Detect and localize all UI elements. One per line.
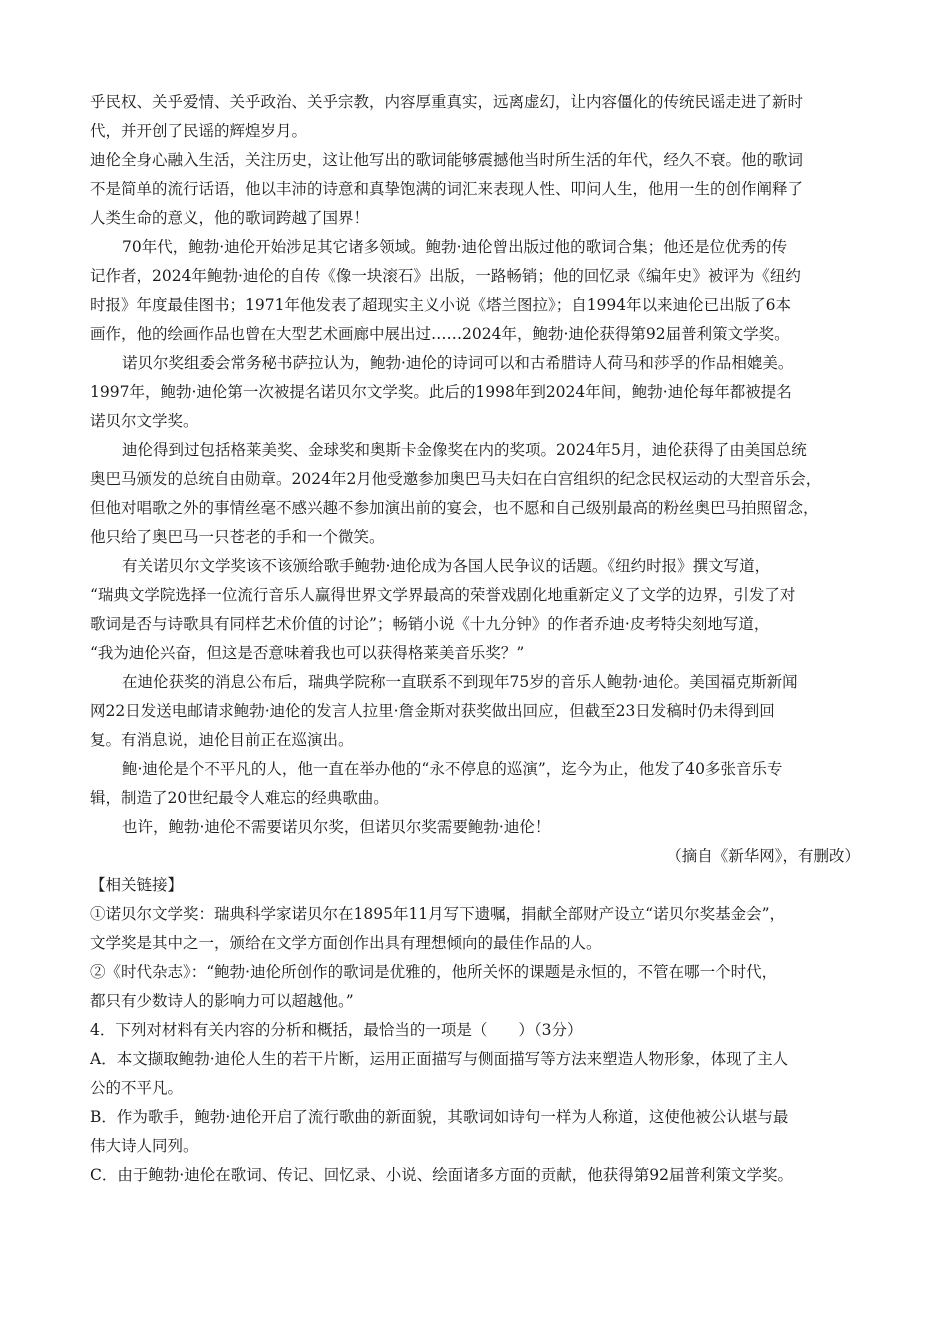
document-page xyxy=(90,88,868,1190)
text-line: ①诺贝尔文学奖：瑞典科学家诺贝尔在1895年11月写下遗嘱，捐献全部财产设立“诺贝尔奖基金会”， xyxy=(90,905,786,923)
text-line: 人类生命的意义，他的歌词跨越了国界！ xyxy=(90,209,370,227)
text-line: 诺贝尔文学奖。 xyxy=(90,412,199,430)
text-line: 在迪伦获奖的消息公布后，瑞典学院称一直联系不到现年75岁的音乐人鲍勃·迪伦。美国福克斯新闻 xyxy=(122,673,798,691)
text-line: 网22日发送电邮请求鲍勃·迪伦的发言人拉里·詹金斯对获奖做出回应，但截至23日发稿时仍未得到回 xyxy=(90,702,775,720)
text-line: “瑞典文学院选择一位流行音乐人赢得世界文学界最高的荣誉戏剧化地重新定义了文学的边界，引发了对 xyxy=(90,586,796,604)
text-line: 歌词是否与诗歌具有同样艺术价值的讨论”；畅销小说《十九分钟》的作者乔迪·皮考特尖刻地写道， xyxy=(90,615,770,633)
text-line: 70年代，鲍勃·迪伦开始涉足其它诸多领域。鲍勃·迪伦曾出版过他的歌词合集；他还是位优秀的传 xyxy=(122,238,788,256)
text-line: “我为迪伦兴奋，但这是否意味着我也可以获得格莱美音乐奖？” xyxy=(90,644,525,662)
option-b: B．作为歌手，鲍勃·迪伦开启了流行歌曲的新面貌，其歌词如诗句一样为人称道，这使他被公认堪与最 xyxy=(90,1108,789,1126)
text-line: 文学奖是其中之一，颁给在文学方面创作出具有理想倾向的最佳作品的人。 xyxy=(90,934,602,952)
text-line: 也许，鲍勃·迪伦不需要诺贝尔奖，但诺贝尔奖需要鲍勃·迪伦！ xyxy=(122,818,551,836)
text-line: 不是简单的流行话语，他以丰沛的诗意和真挚饱满的词汇来表现人性、叩问人生，他用一生的创作阐释了 xyxy=(90,180,804,198)
text-line: 1997年，鲍勃·迪伦第一次被提名诺贝尔文学奖。此后的1998年到2024年间，鲍勃·迪伦每年都被提名 xyxy=(90,383,792,401)
text-line: 迪伦得到过包括格莱美奖、金球奖和奥斯卡金像奖在内的奖项。2024年5月，迪伦获得了由美国总统 xyxy=(122,441,807,459)
text-line: 复。有消息说，迪伦目前正在巡演出。 xyxy=(90,731,354,749)
text-line: 他只给了奥巴马一只苍老的手和一个微笑。 xyxy=(90,528,385,546)
text-line: 时报》年度最佳图书；1971年他发表了超现实主义小说《塔兰图拉》；自1994年以来迪伦已出版了6本 xyxy=(90,296,792,314)
option-b-cont: 伟大诗人同列。 xyxy=(90,1137,199,1155)
text-line: 但他对唱歌之外的事情丝毫不感兴趣不参加演出前的宴会，也不愿和自己级别最高的粉丝奥巴马拍照留念， xyxy=(90,499,819,517)
text-line: 都只有少数诗人的影响力可以超越他。” xyxy=(90,992,354,1010)
text-line: 代，并开创了民谣的辉煌岁月。 xyxy=(90,122,308,140)
text-line: 有关诺贝尔文学奖该不该颁给歌手鲍勃·迪伦成为各国人民争议的话题。《纽约时报》撰文写道， xyxy=(122,557,771,575)
text-line: 迪伦全身心融入生活，关注历史，这让他写出的歌词能够震撼他当时所生活的年代，经久不衰。他的歌词 xyxy=(90,151,804,169)
question-stem: 4．下列对材料有关内容的分析和概括，最恰当的一项是（ ）（3分） xyxy=(90,1021,583,1039)
option-c: C．由于鲍勃·迪伦在歌词、传记、回忆录、小说、绘面诸多方面的贡献，他获得第92届普利策文学奖。 xyxy=(90,1166,794,1184)
text-line: 诺贝尔奖组委会常务秘书萨拉认为，鲍勃·迪伦的诗词可以和古希腊诗人荷马和莎孚的作品相媲美。 xyxy=(122,354,794,372)
text-line: 辑，制造了20世纪最令人难忘的经典歌曲。 xyxy=(90,789,389,807)
text-line: ②《时代杂志》：“鲍勃·迪伦所创作的歌词是优雅的，他所关怀的课题是永恒的，不管在哪一个时代， xyxy=(90,963,778,981)
option-a-cont: 公的不平凡。 xyxy=(90,1079,184,1097)
section-heading: 【相关链接】 xyxy=(90,876,184,894)
text-line: 乎民权、关乎爱情、关乎政治、关乎宗教，内容厚重真实，远离虚幻，让内容僵化的传统民谣走进了新时 xyxy=(90,93,804,111)
text-line: 奥巴马颁发的总统自由勋章。2024年2月他受邀参加奥巴马夫妇在白宫组织的纪念民权运动的大型音乐会， xyxy=(90,470,822,488)
option-a: A．本文撷取鲍勃·迪伦人生的若干片断，运用正面描写与侧面描写等方法来塑造人物形象，体现了主人 xyxy=(90,1050,789,1068)
text-line: 记作者，2024年鲍勃·迪伦的自传《像一块滚石》出版，一路畅销；他的回忆录《编年史》被评为《纽约 xyxy=(90,267,801,285)
source-citation: （摘自《新华网》，有删改） xyxy=(666,847,860,865)
text-line: 画作，他的绘画作品也曾在大型艺术画廊中展出过……2024年，鲍勃·迪伦获得第92届普利策文学奖。 xyxy=(90,325,790,343)
text-line: 鲍·迪伦是个不平凡的人，他一直在举办他的“永不停息的巡演”，迄今为止，他发了40多张音乐专 xyxy=(122,760,783,778)
